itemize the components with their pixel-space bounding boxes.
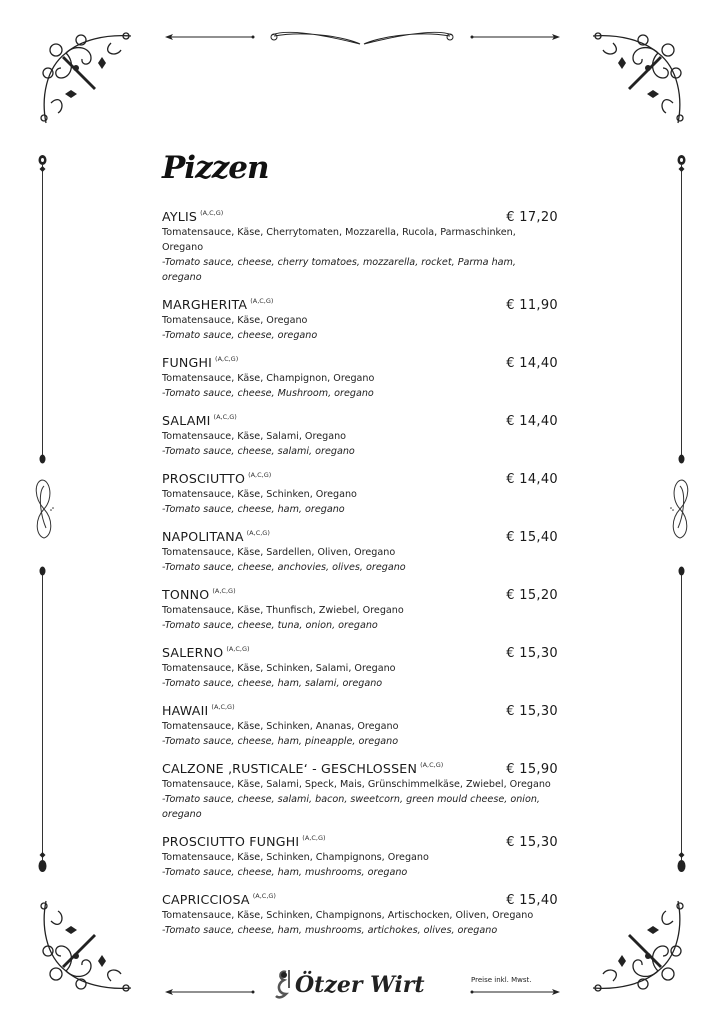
item-description-en: -Tomato sauce, cheese, ham, pineapple, oregano bbox=[162, 736, 399, 747]
item-name: PROSCIUTTO bbox=[162, 471, 246, 486]
swash-icon bbox=[268, 26, 456, 48]
item-price: € 15,30 bbox=[506, 704, 558, 719]
item-name: CALZONE ‚RUSTICALE‘ - GESCHLOSSEN bbox=[162, 761, 418, 776]
item-price: € 14,40 bbox=[506, 356, 558, 371]
infinity-flourish-icon bbox=[32, 478, 56, 540]
item-description-en: -Tomato sauce, cheese, Mushroom, oregano bbox=[162, 388, 374, 399]
drop-finial-icon bbox=[38, 452, 47, 464]
menu-list bbox=[162, 206, 558, 947]
item-allergens: (A,C,G) bbox=[302, 834, 326, 842]
item-allergens: (A,C,G) bbox=[215, 355, 239, 363]
item-description-de: Tomatensauce, Käse, Schinken, Ananas, Oregano bbox=[162, 721, 399, 732]
arrow-line-icon bbox=[470, 30, 560, 44]
menu-item bbox=[162, 758, 558, 822]
item-description-de: Tomatensauce, Käse, Salami, Oregano bbox=[162, 431, 347, 442]
menu-item bbox=[162, 410, 558, 459]
item-allergens: (A,C,G) bbox=[252, 892, 276, 900]
item-description-de: Tomatensauce, Käse, Cherrytomaten, Mozzarella, Rucola, Parmaschinken, Oregano bbox=[162, 227, 516, 253]
item-description-de: Tomatensauce, Käse, Schinken, Oregano bbox=[162, 489, 357, 500]
item-description-de: Tomatensauce, Käse, Salami, Speck, Mais, Grünschimmelkäse, Zwiebel, Oregano bbox=[162, 779, 551, 790]
item-price: € 15,20 bbox=[506, 588, 558, 603]
item-description-de: Tomatensauce, Käse, Schinken, Salami, Oregano bbox=[162, 663, 396, 674]
footer-logo: Ötzer Wirt bbox=[295, 972, 425, 998]
drop-finial-icon bbox=[677, 566, 686, 578]
item-description-en: -Tomato sauce, cheese, ham, mushrooms, artichokes, olives, oregano bbox=[162, 925, 498, 936]
menu-item bbox=[162, 831, 558, 880]
item-name: FUNGHI bbox=[162, 355, 213, 370]
drop-finial-icon bbox=[675, 852, 688, 874]
item-description-en: -Tomato sauce, cheese, salami, oregano bbox=[162, 446, 355, 457]
arrow-line-icon bbox=[165, 985, 255, 999]
item-allergens: (A,C,G) bbox=[211, 703, 235, 711]
item-allergens: (A,C,G) bbox=[420, 761, 444, 769]
item-name: SALAMI bbox=[162, 413, 211, 428]
menu-item bbox=[162, 889, 558, 938]
item-allergens: (A,C,G) bbox=[200, 209, 224, 217]
item-allergens: (A,C,G) bbox=[248, 471, 272, 479]
menu-item bbox=[162, 206, 558, 285]
item-description-de: Tomatensauce, Käse, Oregano bbox=[162, 315, 308, 326]
item-description-de: Tomatensauce, Käse, Schinken, Champignons, Artischocken, Oliven, Oregano bbox=[162, 910, 534, 921]
item-price: € 15,40 bbox=[506, 893, 558, 908]
item-name: SALERNO bbox=[162, 645, 224, 660]
item-description-en: -Tomato sauce, cheese, salami, bacon, sweetcorn, green mould cheese, onion, oregano bbox=[162, 794, 540, 820]
item-price: € 11,90 bbox=[506, 298, 558, 313]
item-allergens: (A,C,G) bbox=[213, 413, 237, 421]
page-title: Pizzen bbox=[162, 150, 269, 186]
item-price: € 15,30 bbox=[506, 646, 558, 661]
menu-item bbox=[162, 352, 558, 401]
item-allergens: (A,C,G) bbox=[226, 645, 250, 653]
drop-finial-icon bbox=[37, 154, 48, 174]
menu-item bbox=[162, 584, 558, 633]
drop-finial-icon bbox=[38, 566, 47, 578]
item-description-en: -Tomato sauce, cheese, cherry tomatoes, mozzarella, rocket, Parma ham, oregano bbox=[162, 257, 516, 283]
footer-note: Preise inkl. Mwst. bbox=[471, 976, 532, 984]
item-price: € 14,40 bbox=[506, 414, 558, 429]
menu-item bbox=[162, 294, 558, 343]
item-price: € 15,30 bbox=[506, 835, 558, 850]
drop-finial-icon bbox=[676, 154, 687, 174]
item-description-de: Tomatensauce, Käse, Sardellen, Oliven, Oregano bbox=[162, 547, 396, 558]
item-description-de: Tomatensauce, Käse, Champignon, Oregano bbox=[162, 373, 375, 384]
drop-finial-icon bbox=[677, 452, 686, 464]
chef-logo-icon bbox=[272, 968, 294, 1002]
item-description-en: -Tomato sauce, cheese, ham, oregano bbox=[162, 504, 345, 515]
menu-item bbox=[162, 468, 558, 517]
item-allergens: (A,C,G) bbox=[250, 297, 274, 305]
item-price: € 14,40 bbox=[506, 472, 558, 487]
drop-finial-icon bbox=[36, 852, 49, 874]
item-name: TONNO bbox=[162, 587, 210, 602]
corner-flourish-icon bbox=[588, 896, 688, 996]
corner-flourish-icon bbox=[588, 28, 688, 128]
item-name: AYLIS bbox=[162, 209, 198, 224]
corner-flourish-icon bbox=[36, 28, 136, 128]
item-description-en: -Tomato sauce, cheese, anchovies, olives, oregano bbox=[162, 562, 406, 573]
item-allergens: (A,C,G) bbox=[212, 587, 236, 595]
item-name: PROSCIUTTO FUNGHI bbox=[162, 834, 300, 849]
item-name: HAWAII bbox=[162, 703, 209, 718]
right-lower-rule bbox=[681, 575, 682, 860]
infinity-flourish-icon bbox=[668, 478, 692, 540]
item-description-en: -Tomato sauce, cheese, oregano bbox=[162, 330, 318, 341]
arrow-line-icon bbox=[165, 30, 255, 44]
item-description-en: -Tomato sauce, cheese, ham, mushrooms, oregano bbox=[162, 867, 408, 878]
item-description-de: Tomatensauce, Käse, Thunfisch, Zwiebel, Oregano bbox=[162, 605, 404, 616]
menu-item bbox=[162, 526, 558, 575]
right-upper-rule bbox=[681, 165, 682, 455]
corner-flourish-icon bbox=[36, 896, 136, 996]
arrow-line-icon bbox=[470, 985, 560, 999]
item-price: € 15,40 bbox=[506, 530, 558, 545]
item-allergens: (A,C,G) bbox=[246, 529, 270, 537]
item-description-en: -Tomato sauce, cheese, tuna, onion, oregano bbox=[162, 620, 378, 631]
item-description-de: Tomatensauce, Käse, Schinken, Champignons, Oregano bbox=[162, 852, 429, 863]
item-price: € 17,20 bbox=[506, 210, 558, 225]
item-description-en: -Tomato sauce, cheese, ham, salami, oregano bbox=[162, 678, 383, 689]
left-upper-rule bbox=[42, 165, 43, 455]
menu-item bbox=[162, 642, 558, 691]
item-price: € 15,90 bbox=[506, 762, 558, 777]
item-name: CAPRICCIOSA bbox=[162, 892, 250, 907]
item-name: MARGHERITA bbox=[162, 297, 248, 312]
menu-item bbox=[162, 700, 558, 749]
item-name: NAPOLITANA bbox=[162, 529, 244, 544]
left-lower-rule bbox=[42, 575, 43, 860]
